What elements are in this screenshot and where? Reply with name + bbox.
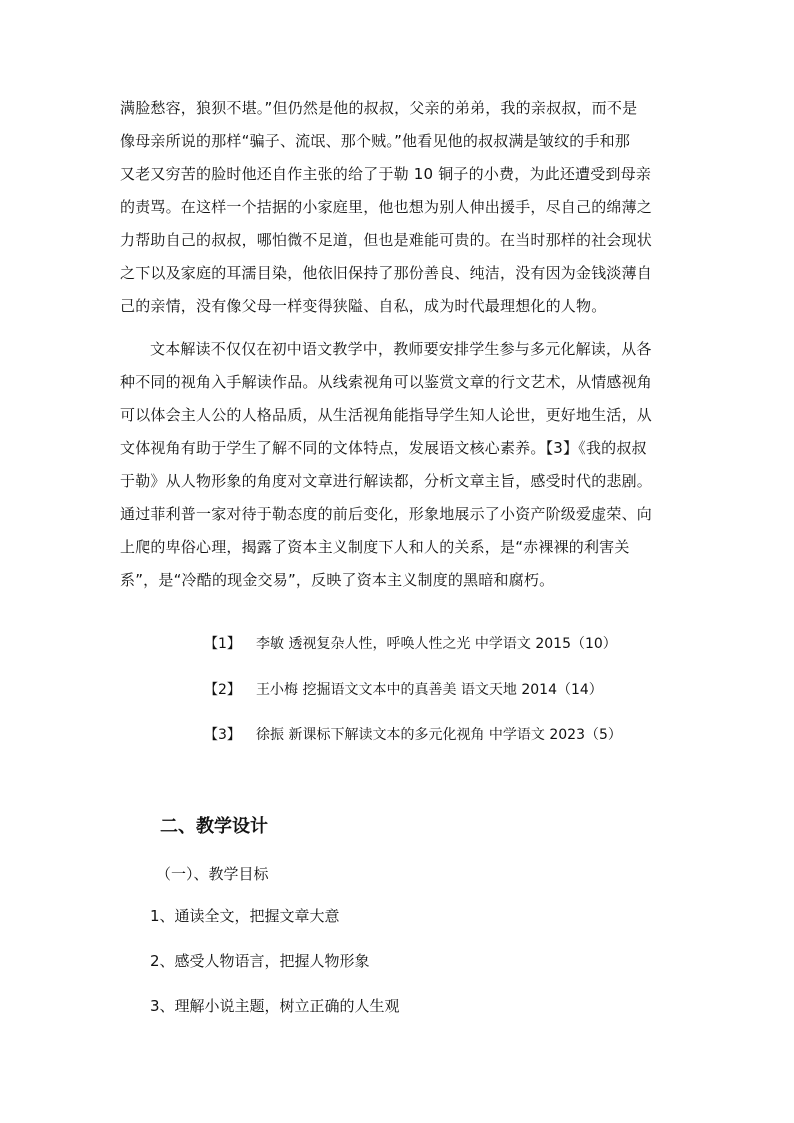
paragraph-line: 于勒》从人物形象的角度对文章进行解读都，分析文章主旨，感受时代的悲剧。 [120, 472, 653, 490]
paragraph-line: 像母亲所说的那样“骗子、流氓、那个贼。”他看见他的叔叔满是皱纹的手和那 [120, 132, 631, 150]
paragraph-line: 己的亲情，没有像父母一样变得狭隘、自私，成为时代最理想化的人物。 [120, 297, 607, 315]
reference-text: 李敏 透视复杂人性，呼唤人性之光 中学语文 2015（10） [256, 636, 617, 652]
paragraph-line: 可以体会主人公的人格品质，从生活视角能指导学生知人论世，更好地生活，从 [120, 406, 653, 424]
goal-item: 3、理解小说主题，树立正确的人生观 [150, 997, 400, 1015]
reference-number: 【3】 [204, 727, 241, 743]
reference-item [204, 725, 622, 745]
paragraph-line: 满脸愁容，狼狈不堪。”但仍然是他的叔叔，父亲的弟弟，我的亲叔叔，而不是 [120, 99, 638, 117]
section-heading: 二、教学设计 [160, 816, 268, 837]
reference-number: 【1】 [204, 636, 241, 652]
reference-text: 王小梅 挖掘语文文本中的真善美 语文天地 2014（14） [256, 682, 603, 698]
paragraph-line: 力帮助自己的叔叔，哪怕微不足道，但也是难能可贵的。在当时那样的社会现状 [120, 231, 653, 249]
paragraph-line: 之下以及家庭的耳濡目染，他依旧保持了那份善良、纯洁，没有因为金钱淡薄自 [120, 264, 653, 282]
reference-item [204, 680, 603, 700]
paragraph-line: 上爬的卑俗心理，揭露了资本主义制度下人和人的关系，是“赤裸裸的利害关 [120, 538, 630, 556]
reference-number: 【2】 [204, 682, 241, 698]
paragraph-line: 通过菲利普一家对待于勒态度的前后变化，形象地展示了小资产阶级爱虚荣、向 [120, 505, 653, 523]
reference-text: 徐振 新课标下解读文本的多元化视角 中学语文 2023（5） [256, 727, 622, 743]
paragraph-line: 文本解读不仅仅在初中语文教学中，教师要安排学生参与多元化解读，从各 [150, 340, 652, 358]
goal-item: 1、通读全文，把握文章大意 [150, 907, 340, 925]
paragraph-line: 的责骂。在这样一个拮据的小家庭里，他也想为别人伸出援手，尽自己的绵薄之 [120, 198, 653, 216]
paragraph-line: 文体视角有助于学生了解不同的文体特点，发展语文核心素养。【3】《我的叔叔 [120, 439, 647, 457]
paragraph-line: 系”，是“冷酷的现金交易”，反映了资本主义制度的黑暗和腐朽。 [120, 571, 555, 589]
paragraph-line: 种不同的视角入手解读作品。从线索视角可以鉴赏文章的行文艺术，从情感视角 [120, 373, 653, 391]
section-subheading: （一）、教学目标 [156, 865, 269, 883]
goal-item: 2、感受人物语言，把握人物形象 [150, 952, 370, 970]
paragraph-line: 又老又穷苦的脸时他还自作主张的给了于勒 10 铜子的小费，为此还遭受到母亲 [120, 165, 652, 183]
reference-item [204, 634, 617, 654]
